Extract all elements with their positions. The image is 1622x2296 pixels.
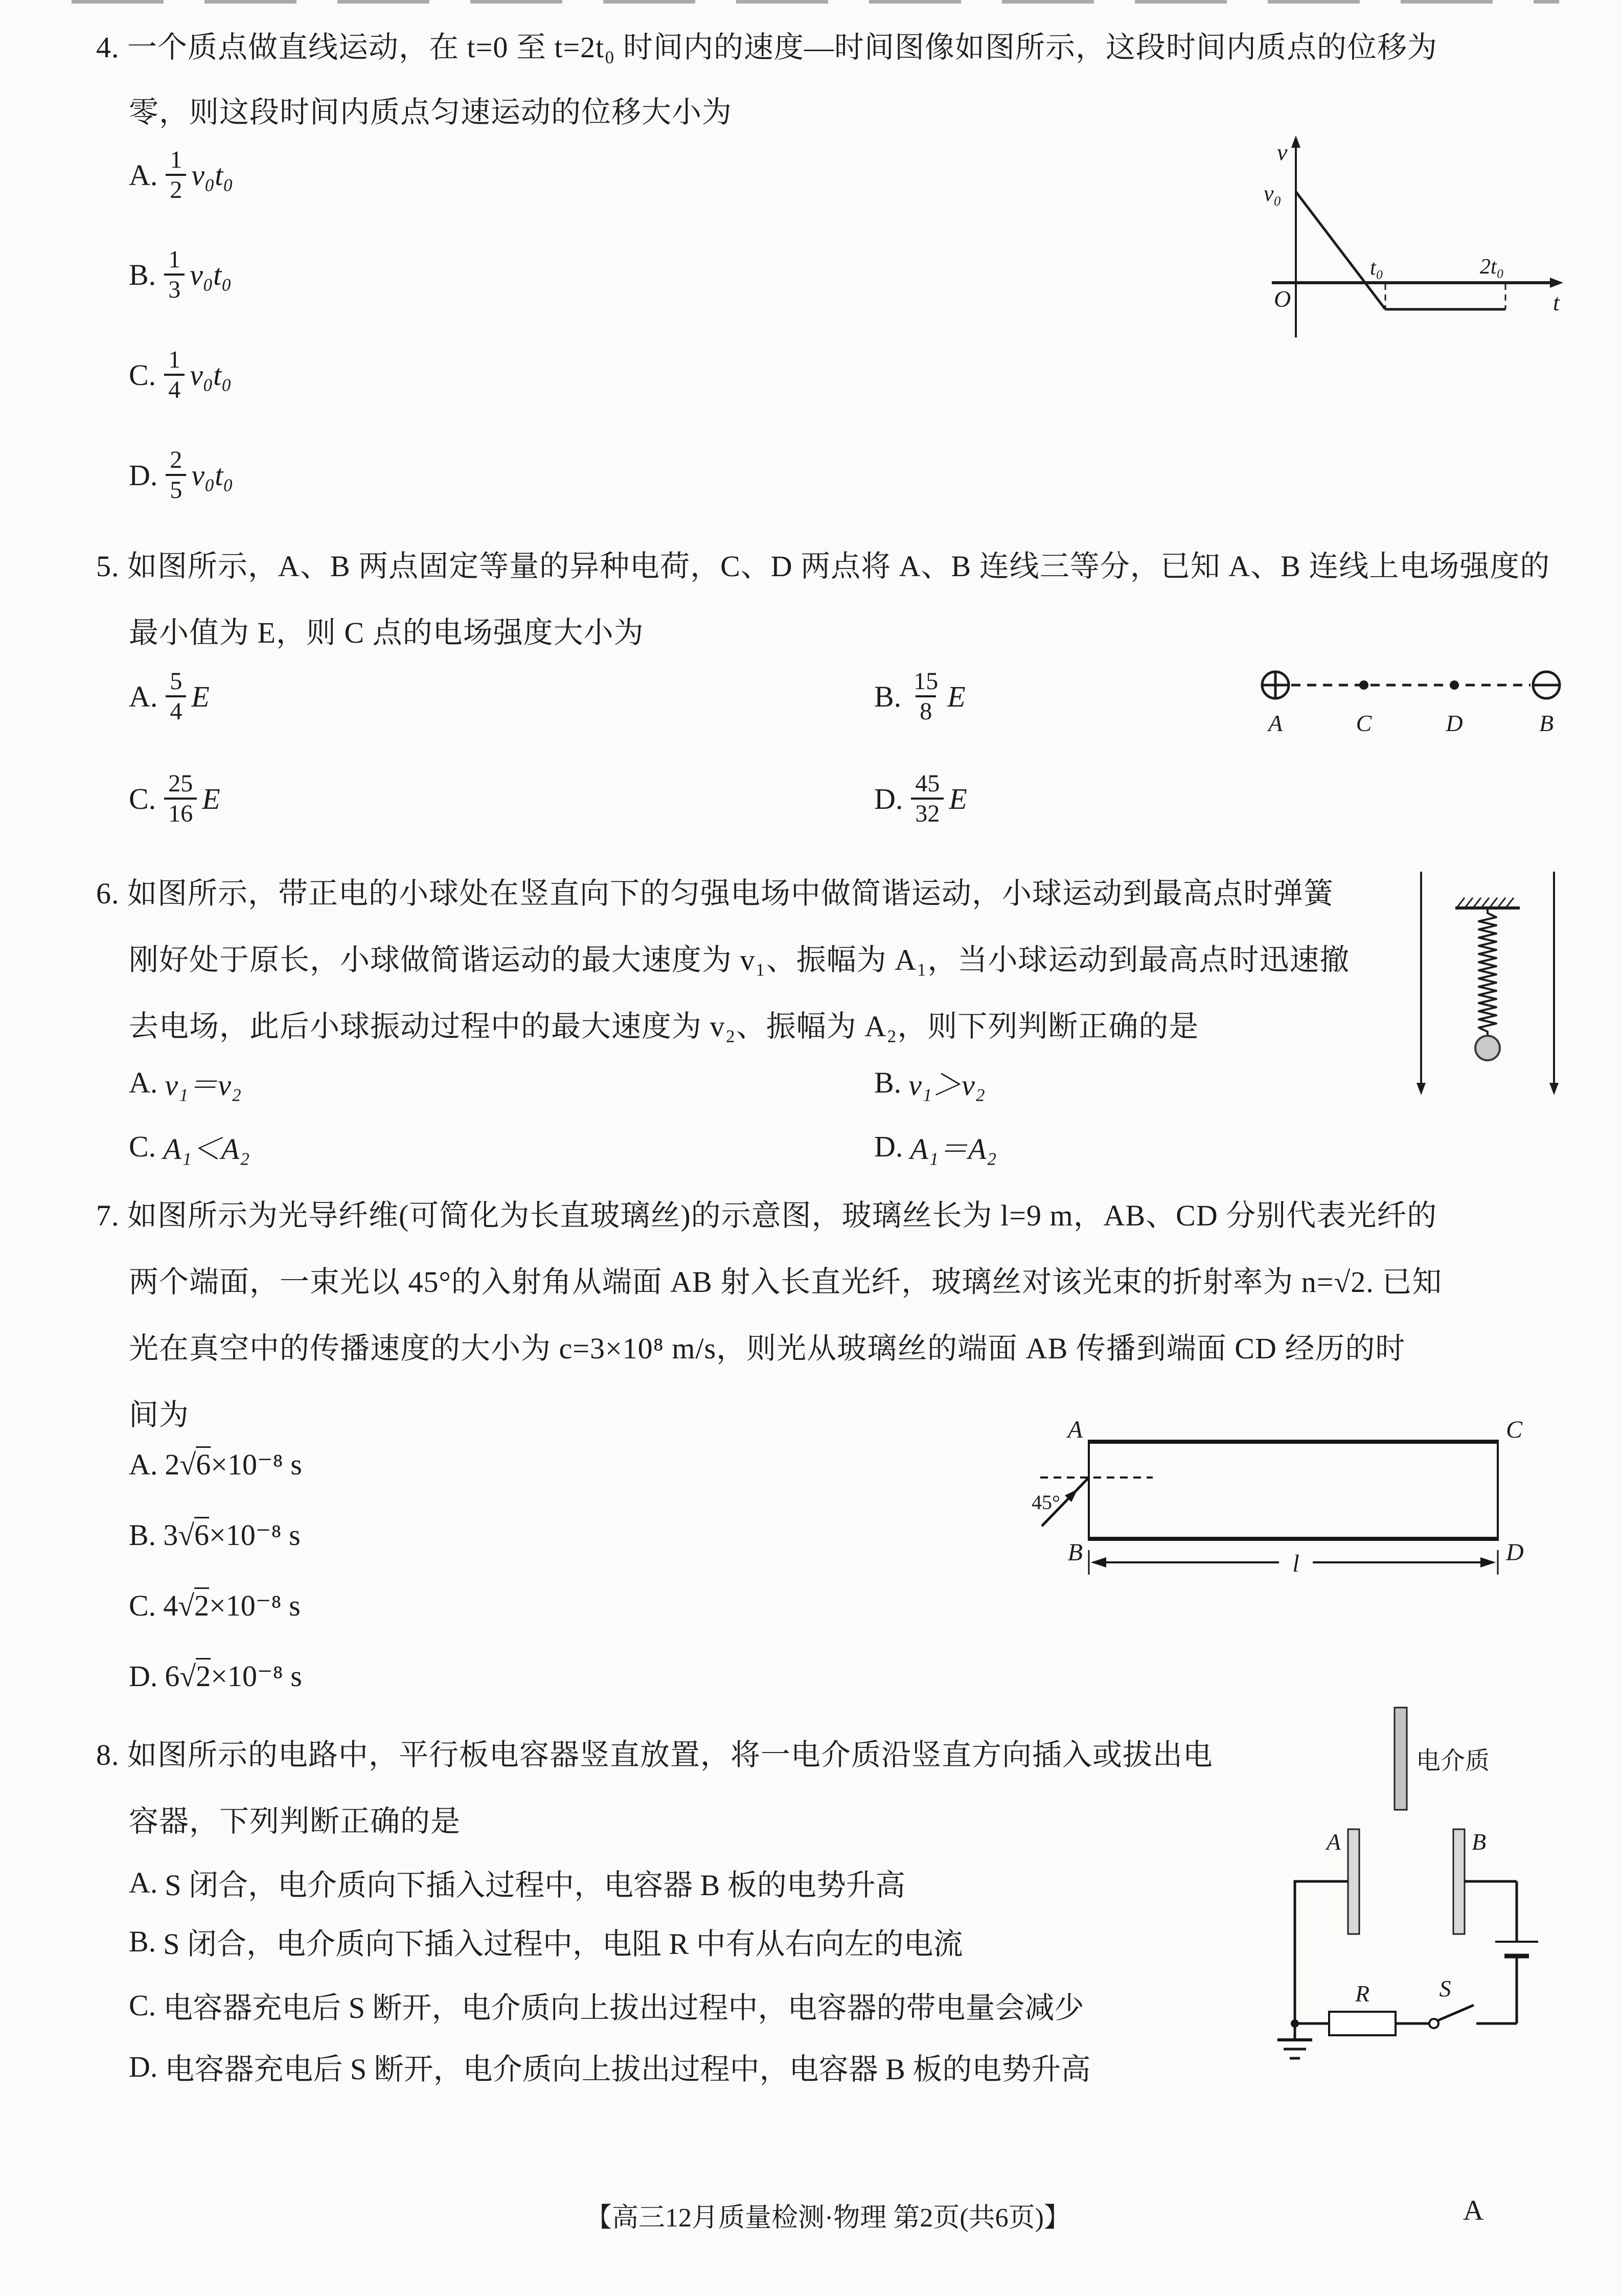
option-expression: 3√6×10⁻⁸ s xyxy=(163,1518,301,1552)
fraction: $\frac{1}{3}$ xyxy=(164,245,185,304)
label-A: A xyxy=(1268,710,1283,736)
q7-line-4: 间为 xyxy=(129,1398,190,1431)
option-expression: v₀t₀ xyxy=(190,358,232,392)
angle-label: 45° xyxy=(1032,1491,1060,1514)
q8-option-a xyxy=(129,1861,905,1904)
page-footer: 【高三12月质量检测·物理 第2页(共6页)】 xyxy=(585,2203,1070,2233)
option-expression: E xyxy=(947,679,966,713)
q6-option-d xyxy=(874,1125,997,1168)
t-axis-label: t xyxy=(1553,289,1560,315)
v-axis-arrow xyxy=(1291,135,1300,148)
paper-version: A xyxy=(1463,2195,1484,2226)
q6-option-c xyxy=(129,1125,249,1168)
q4-line-1: 4. 一个质点做直线运动，在 t=0 至 t=2t₀ 时间内的速度—时间图像如图所示，这段时间内质点的位移为 xyxy=(96,31,1437,64)
plate-B xyxy=(1453,1829,1465,1934)
q7-option-c xyxy=(129,1588,301,1623)
dielectric-label: 电介质 xyxy=(1416,1747,1490,1775)
ceiling-hatching xyxy=(1457,898,1514,907)
q5-option-d xyxy=(874,769,967,828)
q4-line-2: 零，则这段时间内质点匀速运动的位移大小为 xyxy=(129,96,733,129)
charge-line-diagram xyxy=(1252,657,1569,744)
option-expression: 6√2×10⁻⁸ s xyxy=(165,1660,302,1693)
capacitor-circuit-diagram xyxy=(1265,1702,1577,2091)
label-C: C xyxy=(1356,710,1372,736)
origin-label: O xyxy=(1274,286,1291,312)
option-label: C. xyxy=(129,1988,156,2022)
option-text: A₁＝A₂ xyxy=(910,1132,997,1166)
q5-option-b xyxy=(874,667,966,725)
q5-option-a xyxy=(129,667,210,725)
q7-option-d xyxy=(129,1658,302,1693)
switch-label: S xyxy=(1439,1975,1451,2002)
option-label: A. xyxy=(129,1866,158,1899)
label-B: B xyxy=(1067,1539,1083,1566)
q7-option-a xyxy=(129,1447,302,1482)
resistor xyxy=(1329,2012,1396,2035)
ball xyxy=(1475,1036,1500,1060)
v0-label: v₀ xyxy=(1264,181,1282,206)
option-label: A. xyxy=(129,1065,158,1099)
length-label: l xyxy=(1292,1550,1299,1577)
option-label: B. xyxy=(129,1924,156,1958)
q7-line-2: 两个端面，一束光以 45°的入射角从端面 AB 射入长直光纤，玻璃丝对该光束的折射率为 n=√2. 已知 xyxy=(129,1265,1443,1299)
q7-line-3: 光在真空中的传播速度的大小为 c=3×10⁸ m/s，则光从玻璃丝的端面 AB 传播到端面 CD 经历的时 xyxy=(129,1332,1406,1365)
q6-line-2: 刚好处于原长，小球做简谐运动的最大速度为 v₁、振幅为 A₁，当小球运动到最高点时迅速撤 xyxy=(129,943,1350,976)
q4-option-c xyxy=(129,346,232,404)
q7-option-b xyxy=(129,1517,301,1552)
v-axis-label: v xyxy=(1277,139,1288,165)
option-label: D. xyxy=(874,1129,903,1163)
fiber-body xyxy=(1089,1442,1498,1539)
option-label: A. xyxy=(129,1447,158,1481)
option-label: B. xyxy=(129,1518,156,1552)
optical-fiber-diagram xyxy=(1027,1416,1569,1590)
point-C-dot xyxy=(1359,680,1368,690)
option-label: C. xyxy=(129,358,156,392)
switch-pivot xyxy=(1429,2019,1438,2028)
option-label: D. xyxy=(129,2050,158,2083)
q6-line-1: 6. 如图所示，带正电的小球处在竖直向下的匀强电场中做简谐运动，小球运动到最高点时弹簧 xyxy=(96,877,1334,910)
fraction: $\frac{2}{5}$ xyxy=(166,446,186,504)
option-label: D. xyxy=(874,782,903,815)
q8-option-d xyxy=(129,2045,1090,2088)
q8-line-1: 8. 如图所示的电路中，平行板电容器竖直放置，将一电介质沿竖直方向插入或拔出电 xyxy=(96,1738,1214,1771)
velocity-time-graph xyxy=(1247,130,1574,350)
q8-option-c xyxy=(129,1984,1084,2027)
option-text: v₁＝v₂ xyxy=(165,1069,242,1102)
resistor-label: R xyxy=(1355,1981,1370,2007)
q8-line-2: 容器，下列判断正确的是 xyxy=(129,1805,461,1838)
q6-option-a xyxy=(129,1061,241,1104)
option-expression: v₀t₀ xyxy=(190,258,232,291)
q6-option-b xyxy=(874,1061,985,1104)
q5-line-1: 5. 如图所示，A、B 两点固定等量的异种电荷，C、D 两点将 A、B 连线三等分，已知 A、B 连线上电场强度的 xyxy=(96,550,1550,583)
q4-option-d xyxy=(129,446,234,504)
fraction: $\frac{1}{2}$ xyxy=(166,146,186,204)
option-label: C. xyxy=(129,1588,156,1622)
option-label: C. xyxy=(129,782,156,815)
plate-A-label: A xyxy=(1326,1829,1341,1855)
point-D-dot xyxy=(1450,680,1459,690)
option-expression: v₀t₀ xyxy=(191,158,234,192)
option-label: D. xyxy=(129,458,158,492)
option-expression: E xyxy=(191,679,210,713)
ground-icon xyxy=(1277,2040,1312,2058)
option-label: D. xyxy=(129,1659,158,1693)
option-label: A. xyxy=(129,158,158,192)
option-label: C. xyxy=(129,1129,156,1163)
option-text: A₁＜A₂ xyxy=(163,1132,250,1166)
dielectric-slab xyxy=(1395,1708,1407,1810)
switch-lever xyxy=(1438,2005,1474,2020)
spring-ball-field-diagram xyxy=(1408,864,1567,1109)
label-B: B xyxy=(1539,710,1554,736)
option-expression: E xyxy=(949,782,967,815)
fraction: $\frac{1}{4}$ xyxy=(164,346,185,404)
q5-line-2: 最小值为 E，则 C 点的电场强度大小为 xyxy=(129,616,644,649)
option-text: 电容器充电后 S 断开，电介质向上拔出过程中，电容器 B 板的电势升高 xyxy=(165,2053,1091,2086)
plate-B-label: B xyxy=(1472,1829,1487,1855)
option-text: v₁＞v₂ xyxy=(908,1069,986,1102)
fraction: $\frac{5}{4}$ xyxy=(166,667,186,725)
option-label: B. xyxy=(129,258,156,291)
q6-line-3: 去电场，此后小球振动过程中的最大速度为 v₂、振幅为 A₂，则下列判断正确的是 xyxy=(129,1010,1199,1043)
q7-line-1: 7. 如图所示为光导纤维(可简化为长直玻璃丝)的示意图，玻璃丝长为 l=9 m，AB、CD 分别代表光纤的 xyxy=(96,1199,1437,1232)
spring-coil xyxy=(1479,909,1496,1036)
option-text: S 闭合，电介质向下插入过程中，电阻 R 中有从右向左的电流 xyxy=(163,1927,963,1961)
label-D: D xyxy=(1506,1539,1524,1566)
plate-A xyxy=(1348,1829,1359,1934)
option-expression: 4√2×10⁻⁸ s xyxy=(163,1589,301,1622)
option-expression: E xyxy=(202,782,220,815)
q4-option-a xyxy=(129,146,234,204)
label-D: D xyxy=(1446,710,1463,736)
fraction: $\frac{15}{8}$ xyxy=(913,668,939,725)
t-axis-arrow xyxy=(1550,278,1563,288)
option-label: B. xyxy=(874,1065,902,1099)
decel-segment xyxy=(1296,192,1385,309)
option-label: A. xyxy=(129,679,158,713)
2t0-label: 2t₀ xyxy=(1480,255,1504,279)
option-text: 电容器充电后 S 断开，电介质向上拔出过程中，电容器的带电量会减少 xyxy=(163,1991,1084,2025)
junction-dot xyxy=(1291,2019,1299,2028)
option-label: B. xyxy=(874,679,902,713)
fraction: $\frac{45}{32}$ xyxy=(911,769,944,828)
option-expression: 2√6×10⁻⁸ s xyxy=(165,1448,302,1481)
option-text: S 闭合，电介质向下插入过程中，电容器 B 板的电势升高 xyxy=(165,1869,905,1902)
scan-edge-artifact xyxy=(72,0,1559,4)
t0-label: t₀ xyxy=(1370,256,1384,280)
fraction: $\frac{25}{16}$ xyxy=(164,769,197,828)
label-A: A xyxy=(1067,1416,1083,1443)
option-expression: v₀t₀ xyxy=(191,458,234,492)
label-C: C xyxy=(1506,1416,1523,1443)
q5-option-c xyxy=(129,769,220,828)
q4-option-b xyxy=(129,245,232,304)
q8-option-b xyxy=(129,1920,963,1963)
